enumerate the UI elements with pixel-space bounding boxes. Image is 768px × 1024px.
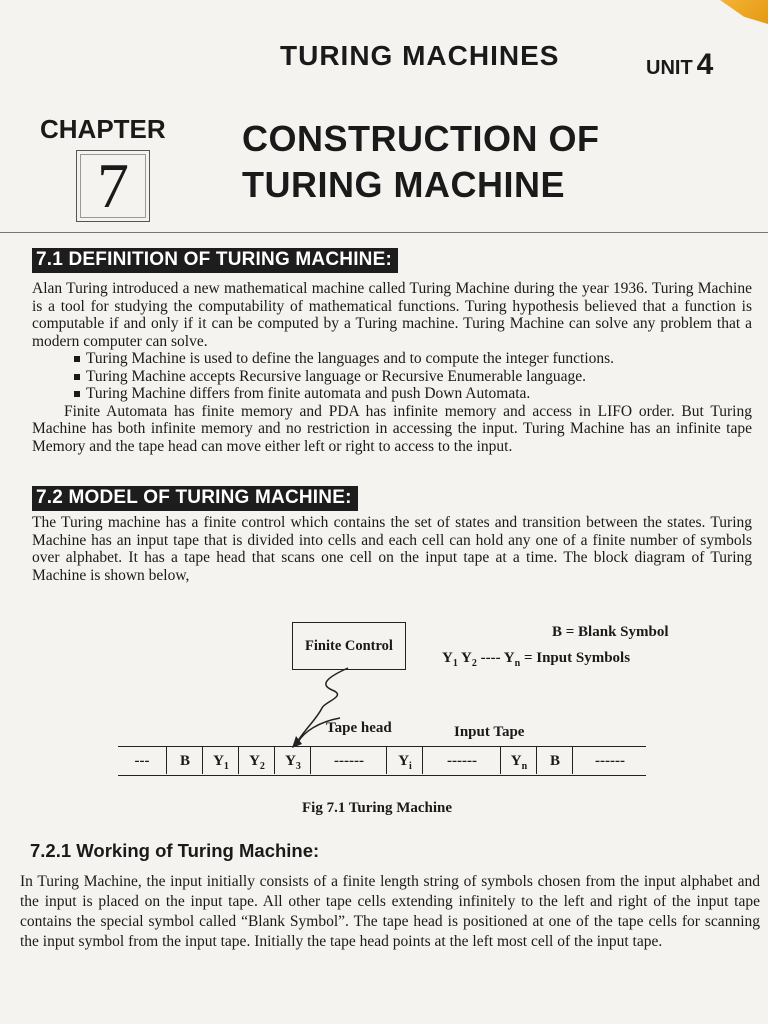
tape-bottom-edge xyxy=(118,775,646,776)
figure-caption: Fig 7.1 Turing Machine xyxy=(302,800,453,816)
tape-cell: $Y_n$ xyxy=(500,746,537,774)
tape-cell: --- xyxy=(134,753,150,769)
bullet-item: Turing Machine is used to define the languages and to compute the integer functions. xyxy=(32,350,752,368)
input-tape-label: Input Tape xyxy=(454,724,525,740)
bullet-item: Turing Machine differs from finite automata and push Down Automata. xyxy=(32,385,752,403)
input-tape xyxy=(118,746,646,776)
section-7-2-body: The Turing machine has a finite control which contains the set of states and transition between the states. Turing Machine has an input tape that is divided into cells and each cell can hold any one of a finite number of symbols over alphabet. It has a tape head that scans one cell on the input tape at a time. The block diagram of Turing Machine is shown below, xyxy=(32,514,752,584)
section-7-1-intro: Alan Turing introduced a new mathematical machine called Turing Machine during the year 1936. Turing Machine is a tool for studying the computability of mathematical functions. Turing hypothesis believed that a function is computable if and only if it can be computed by a Turing machine. Turing Machine can solve any problem that a modern computer can solve. xyxy=(32,280,752,350)
chapter-number: 7 xyxy=(97,150,129,221)
tape-cell: ------ xyxy=(572,746,647,774)
tape-cell: $Y_3$ xyxy=(274,746,311,774)
tape-cell: B xyxy=(536,746,573,774)
tape-cell: ------ xyxy=(422,746,501,774)
tape-cell: $Y_i$ xyxy=(386,746,423,774)
chapter-label: CHAPTER xyxy=(40,114,166,144)
section-7-2-1-body: In Turing Machine, the input initially consists of a finite length string of symbols chosen from the input alphabet and the input is placed on the input tape. All other tape cells extending infinitely to the left and right of the input tape contains the special symbol called “Blank Symbol”. The tape head is positioned at one of the tape cells for scanning the input symbol from the input tape. Initially the tape head points at the left most cell of the input tape. xyxy=(20,873,760,950)
tape-cell: B xyxy=(166,746,203,774)
chapter-title-line1: CONSTRUCTION OF xyxy=(242,118,600,159)
finite-control-box: Finite Control xyxy=(292,622,406,670)
tape-cell: $Y_2$ xyxy=(238,746,275,774)
bullet-item: Turing Machine accepts Recursive language or Recursive Enumerable language. xyxy=(32,368,752,386)
legend-blank-symbol: B = Blank Symbol xyxy=(552,624,669,640)
legend-input-symbols: $Y_1$ $Y_2$ ---- $Y_n$ = Input Symbols xyxy=(442,650,631,669)
section-7-1-heading: 7.1 DEFINITION OF TURING MACHINE: xyxy=(32,248,398,273)
chapter-title-line2: TURING MACHINE xyxy=(242,164,565,205)
unit-text: UNIT xyxy=(646,57,693,79)
running-title: TURING MACHINES xyxy=(280,40,560,71)
tape-cell: $Y_1$ xyxy=(202,746,239,774)
section-7-1-closing: Finite Automata has finite memory and PDA has infinite memory and access in LIFO order. But Turing Machine has both infinite memory and no restriction in accessing the input. Turing Machine has an infinite tape Memory and the tape head can move either left or right to access to the input. xyxy=(32,402,752,455)
tape-head-label: Tape head xyxy=(326,720,392,736)
tape-cell: ------ xyxy=(310,746,387,774)
section-7-2-heading: 7.2 MODEL OF TURING MACHINE: xyxy=(32,486,358,511)
section-7-2-1-heading: 7.2.1 Working of Turing Machine: xyxy=(30,840,320,861)
unit-number: 4 xyxy=(696,48,714,81)
